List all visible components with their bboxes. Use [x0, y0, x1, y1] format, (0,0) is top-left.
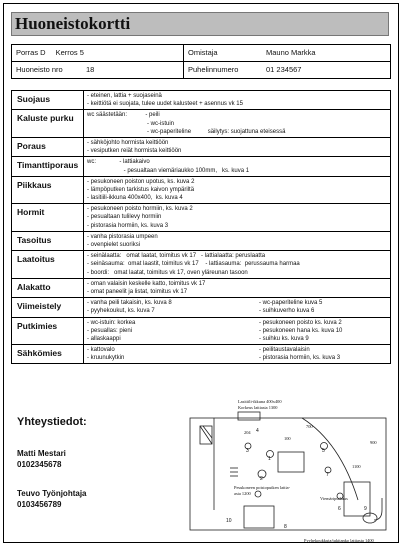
task-description [84, 318, 390, 345]
task-label: Suojaus [12, 91, 84, 109]
plan-marker-8: 8 [284, 524, 287, 530]
task-line: - pesukoneen poiston upotus, ks. kuva 2 [87, 178, 195, 185]
task-line: - ovenpielet suoriksi [87, 242, 141, 248]
contact-name: Matti Mestari [17, 449, 66, 458]
huoneisto-label: Huoneisto nro [16, 65, 63, 74]
task-cell: - pesukoneen poisto ks. kuva 2 [259, 319, 342, 326]
plan-dim-700: 700 [306, 424, 313, 429]
plan-dim-204: 204 [244, 430, 251, 435]
task-cell: - pesuallas: pieni [87, 327, 133, 334]
task-line: - pesukoneen poisto hormiin, ks. kuva 2 [87, 206, 193, 213]
plan-label-drain2: asta 1200 [234, 491, 251, 496]
task-line: - pistorasia hormiin, ks. kuva 3 [87, 222, 169, 229]
task-label: Poraus [12, 138, 84, 156]
omistaja-label: Omistaja [188, 48, 218, 57]
task-line: - lämpöputken tarkistus kaivon ympäriltä [87, 186, 195, 193]
plan-washer [278, 452, 304, 472]
plan-dim-100: 100 [284, 436, 291, 441]
task-label: Viimeistely [12, 298, 84, 316]
task-label: Sähkömies [12, 345, 84, 363]
task-line: - omat paneelit ja listat, toimitus vk 17 [87, 288, 188, 295]
plan-curtain-arc [302, 418, 358, 500]
plan-marker-3: 3 [246, 448, 249, 454]
task-row [12, 138, 390, 157]
task-line: - oman valaisin keskelle katto, toimitus vk 17 [87, 280, 206, 287]
task-description [84, 298, 390, 316]
page-title: Huoneistokortti [11, 12, 389, 36]
task-line: - wc-paperiteline säilytys: suojattuna eteisessä [87, 128, 286, 135]
task-cell: - kruunukytkin [87, 355, 125, 362]
plan-marker-6: 6 [338, 506, 341, 512]
task-line: - pesualtaan tulilevy hormiin [87, 214, 162, 221]
plan-dim-900: 900 [370, 440, 377, 445]
task-row [12, 91, 390, 110]
contact-phone: 0102345678 [17, 460, 62, 469]
plan-marker-4: 4 [256, 428, 259, 434]
task-line [87, 354, 387, 362]
task-row [12, 251, 390, 279]
plan-window [238, 412, 260, 420]
task-description [84, 91, 390, 109]
task-line [87, 307, 387, 315]
task-line: - vanha pistorasia umpeen [87, 233, 158, 240]
task-label: Putkimies [12, 318, 84, 345]
task-line: wc: - lattiakaivo [87, 159, 150, 166]
contact-person [17, 448, 167, 470]
task-line [87, 319, 387, 327]
info-row [12, 45, 390, 62]
floor-plan [174, 392, 398, 543]
task-row [12, 232, 390, 251]
task-label: Hormit [12, 204, 84, 231]
task-cell: - allaskaappi [87, 335, 121, 342]
plan-marker-10: 10 [226, 518, 232, 524]
contact-phone: 0103456789 [17, 500, 62, 509]
task-row [12, 279, 390, 298]
kerros-label: Kerros 5 [55, 48, 84, 57]
task-line [87, 299, 387, 307]
task-line: - boordi: omat laatat, toimitus vk 17, oven yläreunan tasoon [87, 269, 248, 276]
task-label: Piikkaus [12, 177, 84, 204]
task-description [84, 138, 390, 156]
task-description [84, 345, 390, 363]
plan-label-drain: Pesukoneen poistoputken lattia- [234, 485, 291, 490]
contacts [17, 416, 167, 528]
puhelin-value: 01 234567 [266, 65, 302, 74]
task-line: - pesualtaan viemäriaukko 100mm, ks. kuva 1 [87, 167, 250, 174]
task-cell: - wc-istuin: korkea [87, 319, 136, 326]
huoneisto-value: 18 [86, 65, 95, 74]
task-row [12, 157, 390, 176]
task-description [84, 204, 390, 231]
task-line [87, 327, 387, 335]
task-cell: - wc-paperiteline kuva 5 [259, 300, 323, 307]
task-line: - wc-istuin [87, 120, 175, 127]
task-row [12, 110, 390, 138]
plan-marker-5: 5 [322, 448, 325, 454]
page [3, 3, 399, 543]
task-description [84, 110, 390, 137]
task-row [12, 345, 390, 363]
task-line [87, 346, 387, 354]
contacts-heading: Yhteystiedot: [17, 416, 87, 428]
info-table [11, 44, 391, 79]
plan-marker-7: 7 [326, 472, 329, 478]
contact-person [17, 488, 167, 510]
plan-sink [244, 506, 274, 528]
task-line: - eteinen, lattia + suojaseinä [87, 93, 162, 99]
task-cell: - pesukoneen hana ks. kuva 10 [259, 327, 343, 334]
task-line: - seinälaatta: omat laatat, toimitus vk 17 - lattialaatta: peruslaatta [87, 253, 266, 260]
task-cell: - pyyhekoukut, ks. kuva 7 [87, 308, 155, 315]
task-cell: - suihkuverho kuva 6 [259, 308, 315, 315]
task-line: - lasitiili-ikkuna 400x400, ks. kuva 4 [87, 195, 183, 202]
omistaja-value: Mauno Markka [266, 48, 316, 57]
plan-marker-2: 2 [260, 476, 263, 482]
task-line: - sähköjohto hormista keittiöön [87, 139, 169, 146]
plan-label-bottom: Pyyhekoukkuja/tukitanko lattiasta 1400 [304, 538, 374, 543]
plan-marker-9: 9 [364, 506, 367, 512]
task-label: Timanttiporaus [12, 157, 84, 175]
task-row [12, 204, 390, 232]
plan-dim-1100: 1100 [352, 464, 361, 469]
task-line: - seinäsauma: omat laastit, toimitus vk 17 - lattiasauma: perussauma harmaa [87, 261, 300, 268]
plan-marker-1: 1 [268, 456, 271, 462]
task-line: - keittiötä ei suojata, tulee uudet kalusteet + asennus vk 15 [87, 101, 243, 108]
task-row [12, 177, 390, 205]
task-line: - vesiputken reiät hormista keittiöön [87, 148, 182, 155]
task-description [84, 279, 390, 297]
task-label: Kaluste purku [12, 110, 84, 137]
task-cell: - peilitaustavalaisin [259, 347, 310, 354]
plan-label-window-height: Korkeus lattiasta 1300 [238, 405, 278, 410]
plan-room-outline [190, 418, 386, 530]
task-table [11, 90, 391, 364]
task-row [12, 318, 390, 346]
task-description [84, 232, 390, 250]
contact-name: Teuvo Työnjohtaja [17, 489, 87, 498]
plan-label-pipe: Viemäriputkaus [320, 496, 348, 501]
task-cell: - kattovalo [87, 347, 115, 354]
task-description [84, 251, 390, 278]
task-cell: - suihku ks. kuva 9 [259, 335, 309, 342]
puhelin-label: Puhelinnumero [188, 65, 239, 74]
task-description [84, 177, 390, 204]
task-label: Alakatto [12, 279, 84, 297]
plan-label-window: Lasitiili-ikkuna 400x400 [238, 399, 282, 404]
task-cell: - pistorasia hormiin, ks. kuva 3 [259, 355, 341, 362]
task-cell: - vanha peili takaisin, ks. kuva 8 [87, 300, 172, 307]
porras-label: Porras D [16, 48, 46, 57]
task-label: Laatoitus [12, 251, 84, 278]
task-description [84, 157, 390, 175]
task-line [87, 335, 387, 343]
task-row [12, 298, 390, 317]
info-row [12, 62, 390, 78]
task-line: wc säästetään: - peili [87, 112, 160, 119]
task-label: Tasoitus [12, 232, 84, 250]
